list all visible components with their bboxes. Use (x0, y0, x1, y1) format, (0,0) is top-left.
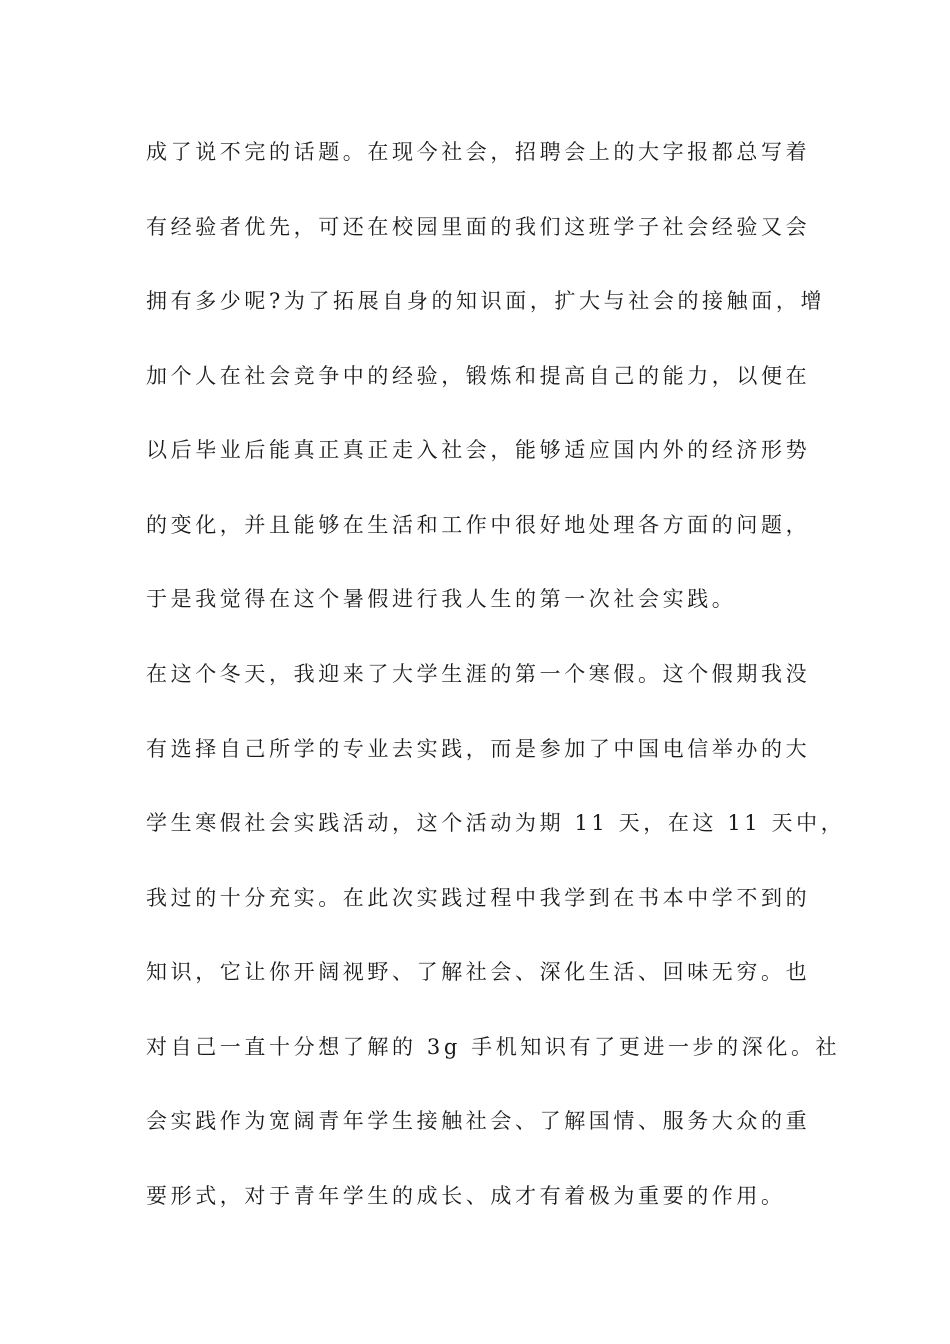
text-line: 于是我觉得在这个暑假进行我人生的第一次社会实践。 (146, 587, 737, 611)
paragraph-2 (146, 662, 846, 1260)
text-line: 以后毕业后能真正真正走入社会，能够适应国内外的经济形势 (146, 438, 811, 462)
text-line: 我过的十分充实。在此次实践过程中我学到在书本中学不到的 (146, 885, 811, 910)
text-line: 成了说不完的话题。在现今社会，招聘会上的大字报都总写着 (146, 140, 811, 164)
text-line: 有经验者优先，可还在校园里面的我们这班学子社会经验又会 (146, 214, 811, 239)
text-line: 要形式，对于青年学生的成长、成才有着极为重要的作用。 (146, 1183, 786, 1208)
text-line: 的变化，并且能够在生活和工作中很好地处理各方面的问题， (146, 512, 811, 537)
text-line: 拥有多少呢?为了拓展自身的知识面，扩大与社会的接触面，增 (146, 289, 826, 313)
text-line: 在这个冬天，我迎来了大学生涯的第一个寒假。这个假期我没 (146, 662, 811, 686)
text-line: 会实践作为宽阔青年学生接触社会、了解国情、服务大众的重 (146, 1109, 811, 1133)
paragraph-1 (146, 140, 826, 664)
text-line: 加个人在社会竞争中的经验，锻炼和提高自己的能力，以便在 (146, 363, 811, 388)
text-line: 有选择自己所学的专业去实践，而是参加了中国电信举办的大 (146, 736, 811, 761)
text-line: 学生寒假社会实践活动，这个活动为期 11 天，在这 11 天中， (146, 811, 846, 835)
text-line: 知识，它让你开阔视野、了解社会、深化生活、回味无穷。也 (146, 960, 811, 984)
text-line: 对自己一直十分想了解的 3g 手机知识有了更进一步的深化。社 (146, 1034, 841, 1059)
